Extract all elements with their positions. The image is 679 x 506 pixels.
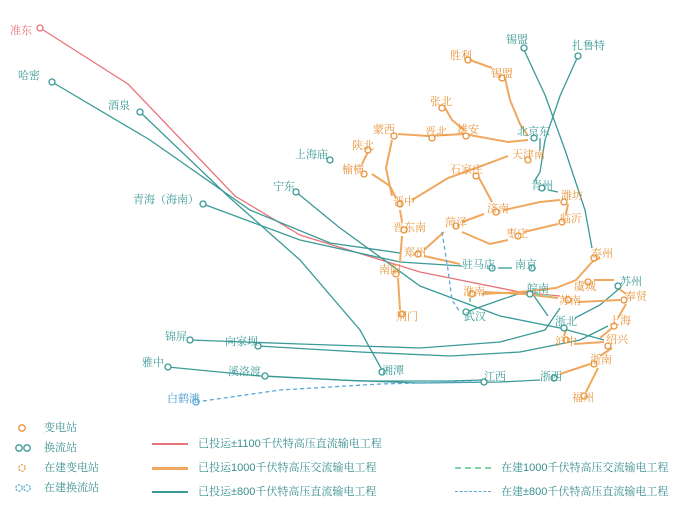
node-label-shijiazhuang: 石家庄 [450,164,483,176]
node-label-zhumadian: 驻马店 [462,259,495,271]
node-label-jingmen: 荆门 [396,311,418,323]
node-label-nanyang: 南阳 [379,264,401,276]
legend-item-dc800 [152,480,452,504]
node-label-wannan: 皖南 [527,283,549,295]
node-label-zhalute: 扎鲁特 [572,40,605,52]
node-label-huainan: 淮南 [463,286,485,298]
node-label-jiangxi: 江西 [484,371,506,383]
legend-item-dc800-building [455,480,679,504]
legend-label-dc1100: 已投运±1100千伏特高压直流输电工程 [198,438,382,450]
node-label-jinping: 锦屏 [165,331,187,343]
legend-line-column-existing [152,432,452,504]
node-label-jindongnan: 晋东南 [393,222,426,234]
node-label-sunan: 苏南 [559,295,581,307]
node-label-yazhong: 雅中 [142,357,164,369]
node-label-zhenan: 浙南 [590,354,612,366]
node-label-yucheng: 虞城 [574,281,596,293]
substation-building-icon [14,458,40,478]
node-label-baihetan: 白鹤滩 [167,393,200,405]
node-label-weifang: 潍坊 [561,190,583,202]
node-label-shanbei: 陕北 [352,140,374,152]
legend-label-converter: 换流站 [44,442,77,454]
node-label-jiuquan: 酒泉 [108,100,130,112]
node-label-jinbei: 晋北 [425,126,447,138]
legend-item-ac1000 [152,456,452,480]
node-label-taizhou: 泰州 [591,248,613,260]
node-label-wuhan: 武汉 [464,311,486,323]
node-label-zaozhuang: 枣庄 [506,228,528,240]
legend-label-ac1000-building: 在建1000千伏特高压交流输电工程 [501,462,669,474]
node-label-huzhong: 沪中 [555,336,577,348]
node-label-zhundong: 准东 [10,25,32,37]
legend-line-column-building [455,456,679,504]
ac1000-line-swatch [152,467,188,470]
node-label-zhexi: 浙西 [540,371,562,383]
node-label-fengxian: 奉贤 [625,291,647,303]
node-label-jinzhong: 晋中 [393,196,415,208]
map-legend [0,410,679,506]
legend-label-converter-building: 在建换流站 [44,482,99,494]
legend-item-dc1100 [152,432,452,456]
dc800-line-swatch [152,491,188,493]
dc1100-lines [40,28,560,296]
node-label-fuzhou: 福州 [572,392,594,404]
node-label-suzhou: 苏州 [620,276,642,288]
node-label-heze: 菏泽 [445,217,467,229]
node-label-zhebei: 浙北 [555,316,577,328]
node-label-shanghaimiao: 上海庙 [295,149,328,161]
node-label-yuheng: 榆横 [342,164,364,176]
node-label-hami: 哈密 [18,70,40,82]
node-label-xiangjiaba: 向家坝 [225,336,258,348]
legend-label-substation-building: 在建变电站 [44,462,99,474]
node-label-jinan: 济南 [487,203,509,215]
node-label-shaoxing: 绍兴 [606,334,628,346]
node-label-xiangtan: 湘潭 [382,365,404,377]
legend-item-ac1000-building [455,456,679,480]
node-label-xiongan: 雄安 [457,124,479,136]
legend-item-substation [14,418,144,438]
node-label-mengxi: 蒙西 [373,124,395,136]
dc1100-line-swatch [152,443,188,445]
node-label-linyi: 临沂 [560,213,582,225]
node-label-ningdong: 宁东 [273,181,295,193]
node-label-ximeng-ac: 锡盟 [491,68,513,80]
node-label-zhengzhou: 郑州 [404,247,426,259]
legend-label-dc800: 已投运±800千伏特高压直流输电工程 [198,486,377,498]
legend-label-dc800-building: 在建±800千伏特高压直流输电工程 [501,486,669,498]
substation-icon [14,418,40,438]
node-label-zhangbei: 张北 [430,96,452,108]
node-label-ximeng-dc: 锡盟 [506,34,528,46]
node-label-qinghai: 青海（海南） [133,194,199,206]
converter-icon [14,438,40,458]
node-label-xiluodu: 溪洛渡 [228,366,261,378]
dc800-lines [52,50,620,383]
node-label-nanjing: 南京 [515,259,537,271]
legend-item-substation-building [14,458,144,478]
node-label-shengli: 胜利 [450,50,472,62]
legend-symbol-column [14,418,144,498]
node-label-beijingdong: 北京东 [517,126,550,138]
node-label-shanghai: 上海 [609,315,631,327]
legend-label-substation: 变电站 [44,422,77,434]
node-label-qingzhou: 青州 [531,180,553,192]
node-label-tianjinnan: 天津南 [512,149,545,161]
ac1000-building-line-swatch [455,467,491,469]
legend-label-ac1000: 已投运1000千伏特高压交流输电工程 [198,462,377,474]
legend-item-converter-building [14,478,144,498]
legend-item-converter [14,438,144,458]
converter-building-icon [14,478,40,498]
dc800-building-line-swatch [455,491,491,492]
